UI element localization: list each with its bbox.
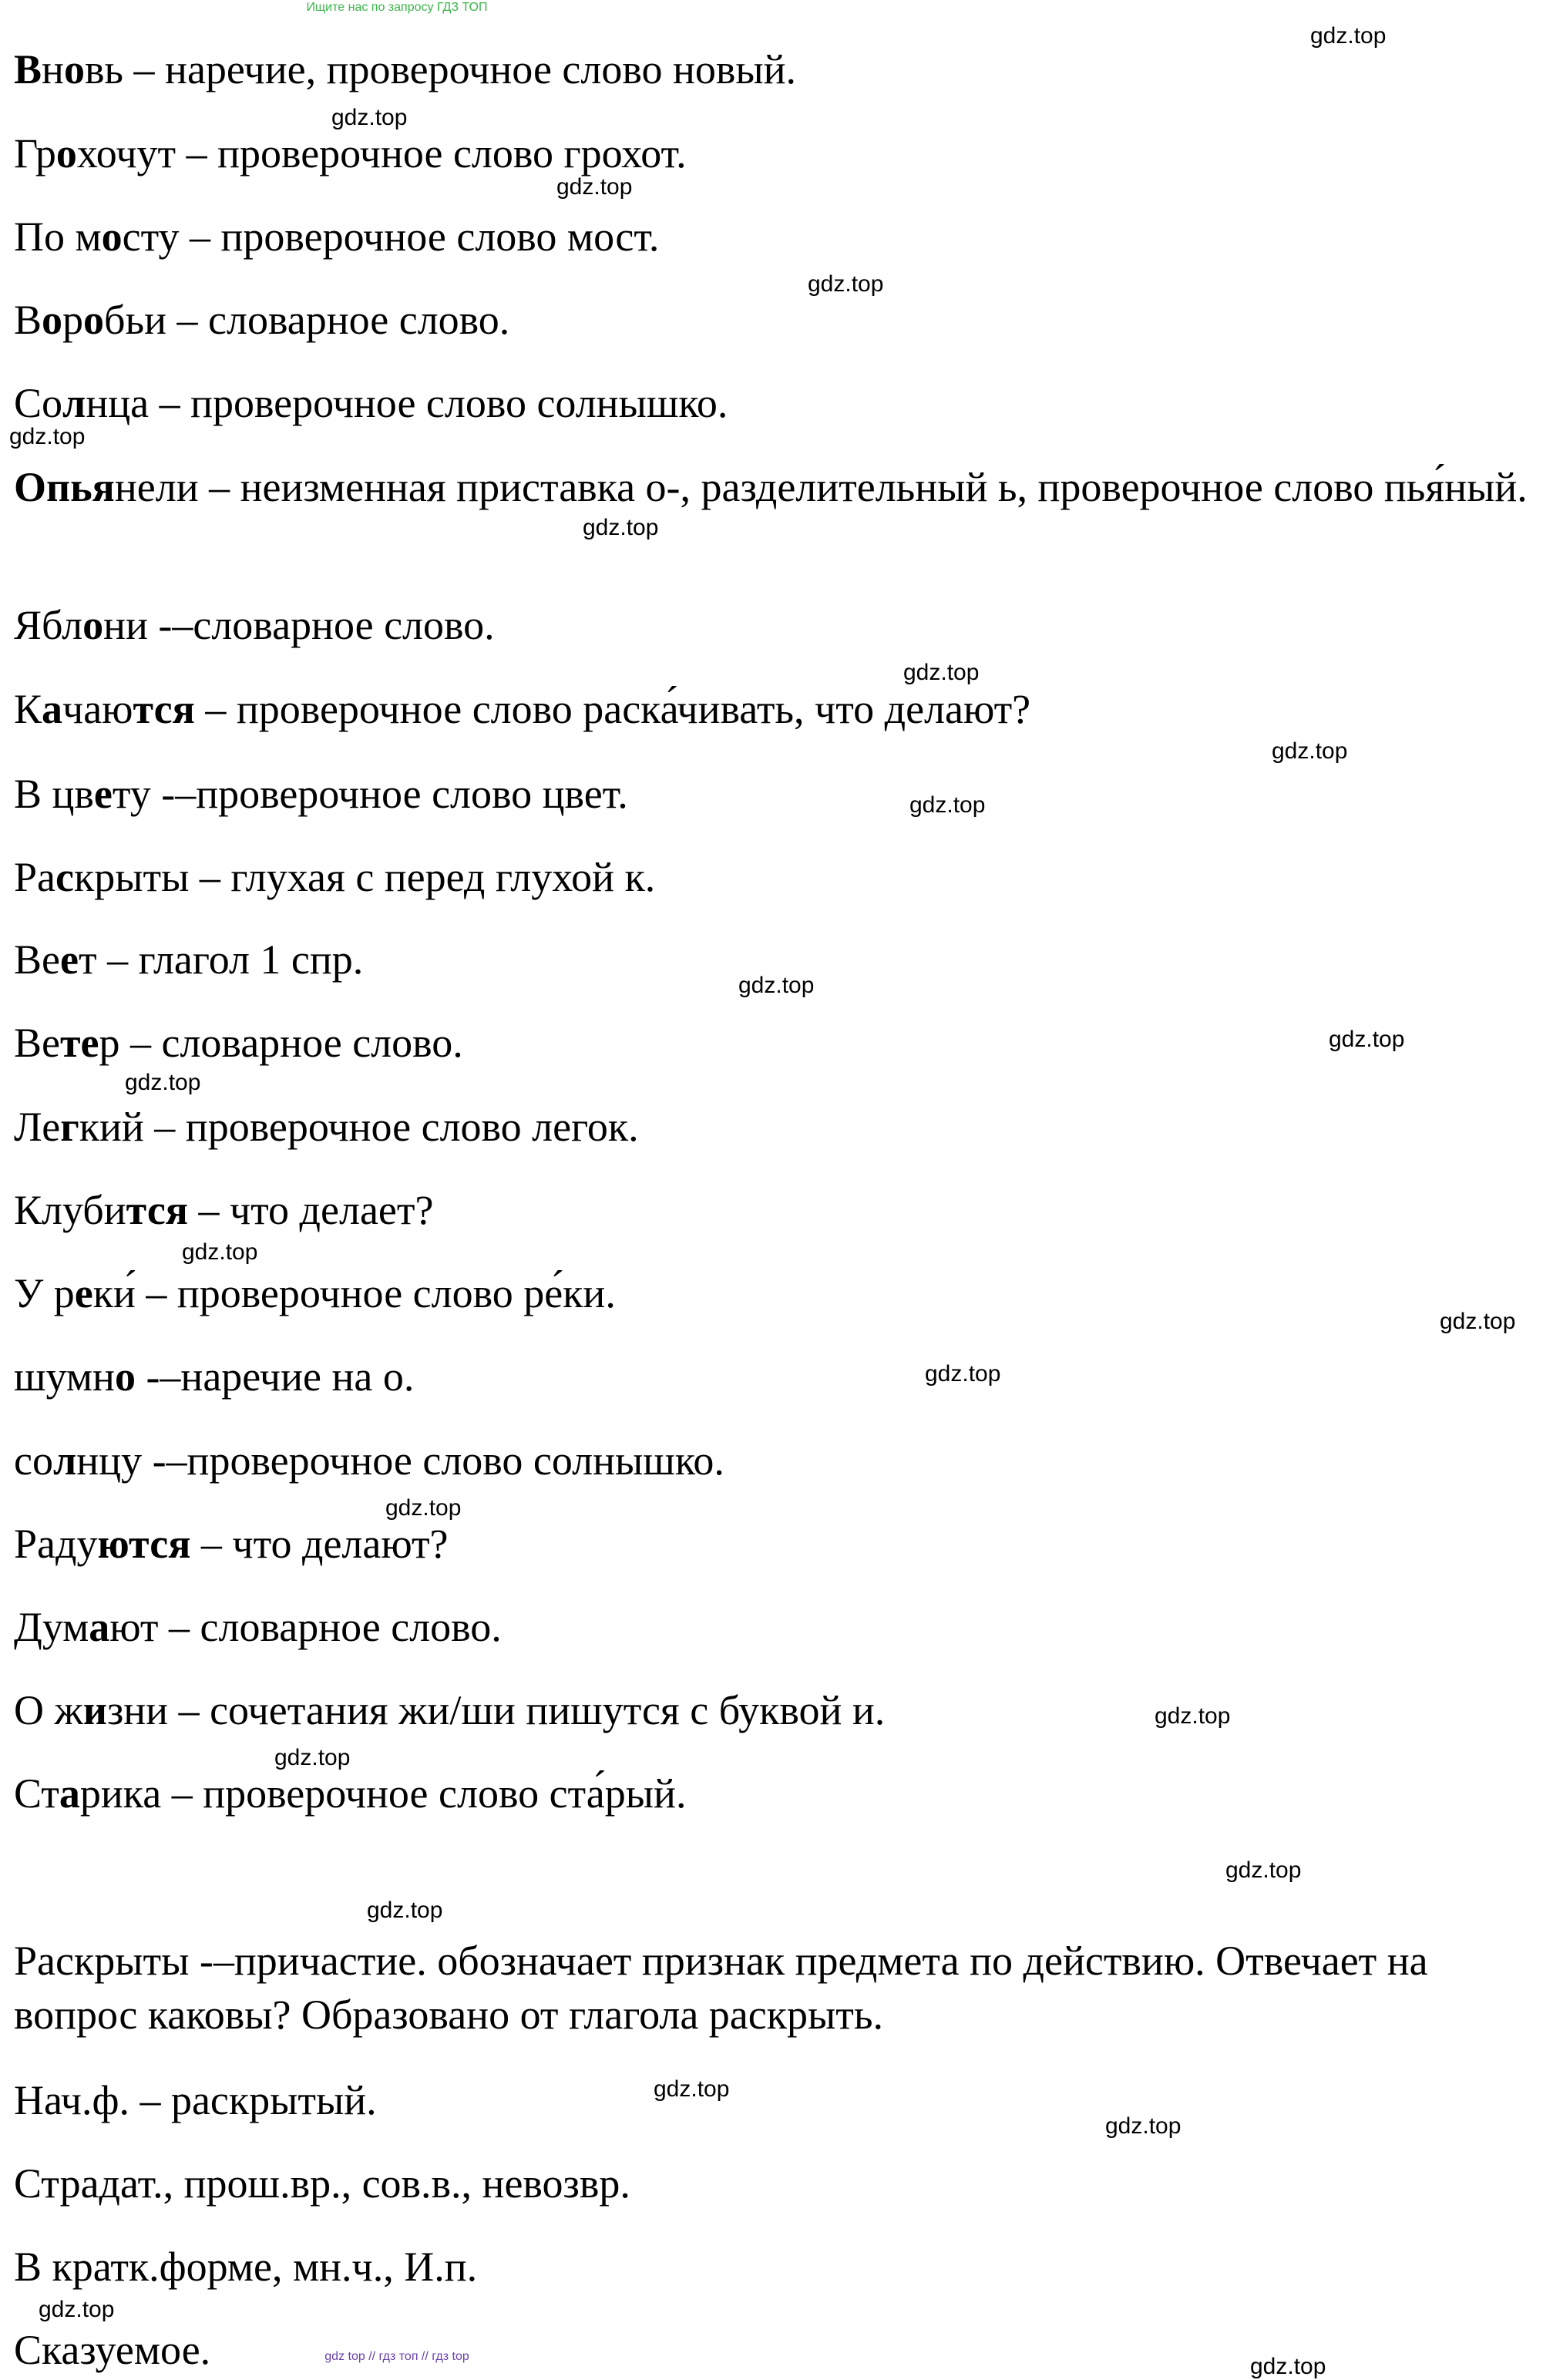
line-segment: ни -–словарное слово. bbox=[103, 602, 495, 648]
line-segment: – что делает? bbox=[188, 1187, 434, 1233]
line-segment: Ра bbox=[14, 854, 55, 900]
line-1 bbox=[14, 42, 1548, 96]
watermark: gdz.top bbox=[274, 1745, 351, 1770]
line-segment: Сказуемое. bbox=[14, 2327, 211, 2373]
line-segment: – что делают? bbox=[190, 1521, 449, 1567]
line-segment: По м bbox=[14, 213, 102, 260]
line-22 bbox=[14, 1934, 1532, 2042]
watermark: gdz.top bbox=[1155, 1703, 1231, 1729]
line-5 bbox=[14, 376, 1548, 430]
line-segment: Опья bbox=[14, 464, 115, 510]
watermark: gdz.top bbox=[385, 1495, 462, 1521]
line-segment: тся bbox=[129, 1521, 191, 1567]
line-segment: зни – сочетания жи/ши пишутся с буквой и. bbox=[106, 1687, 886, 1733]
line-segment: В цв bbox=[14, 771, 94, 817]
footer-links: gdz top // гдз топ // гдз top bbox=[324, 2350, 469, 2363]
line-segment: и bbox=[82, 1687, 107, 1733]
line-16 bbox=[14, 1350, 1548, 1403]
line-2 bbox=[14, 126, 1548, 180]
line-segment: Ябл bbox=[14, 602, 83, 648]
line-segment: Клуби bbox=[14, 1187, 126, 1233]
line-segment: рика – проверочное слово ста́рый. bbox=[79, 1770, 687, 1817]
line-20 bbox=[14, 1683, 1548, 1737]
line-segment: а bbox=[42, 686, 63, 732]
line-segment: л bbox=[62, 380, 86, 426]
watermark: gdz.top bbox=[654, 2076, 730, 2102]
line-4 bbox=[14, 293, 1548, 347]
line-segment: е bbox=[93, 771, 113, 817]
watermark: gdz.top bbox=[1250, 2354, 1326, 2379]
line-segment: вь – наречие, проверочное слово новый. bbox=[84, 46, 797, 92]
line-segment: Ве bbox=[14, 936, 60, 983]
line-segment: о bbox=[82, 602, 104, 648]
line-segment: о bbox=[42, 297, 63, 343]
line-9 bbox=[14, 767, 1548, 821]
line-segment: К bbox=[14, 686, 42, 732]
watermark: gdz.top bbox=[1440, 1309, 1516, 1334]
line-segment: л bbox=[52, 1437, 77, 1484]
line-segment: о bbox=[114, 1353, 136, 1400]
line-segment: те bbox=[60, 1020, 99, 1066]
watermark: gdz.top bbox=[1272, 738, 1348, 764]
line-segment: е bbox=[60, 936, 79, 983]
line-segment: шумн bbox=[14, 1353, 115, 1400]
line-segment: т – глагол 1 спр. bbox=[78, 936, 364, 983]
watermark: gdz.top bbox=[808, 271, 884, 297]
line-segment: р – словарное слово. bbox=[99, 1020, 463, 1066]
line-segment: Со bbox=[14, 380, 63, 426]
watermark: gdz.top bbox=[1329, 1027, 1405, 1052]
top-banner: Ищите нас по запросу ГДЗ ТОП bbox=[306, 1, 488, 14]
line-segment: Нач.ф. – раскрытый. bbox=[14, 2077, 377, 2123]
line-25 bbox=[14, 2240, 1548, 2294]
line-segment: а bbox=[59, 1770, 80, 1817]
line-segment: о bbox=[101, 213, 123, 260]
line-segment: нели – неизменная приставка о-, разделительный ь, проверочное слово пья́ный. bbox=[114, 464, 1528, 510]
line-segment: нцу -–проверочное слово солнышко. bbox=[76, 1437, 724, 1484]
line-14 bbox=[14, 1183, 1548, 1237]
watermark: gdz.top bbox=[583, 515, 659, 540]
line-segment: Страдат., прош.вр., сов.в., невозвр. bbox=[14, 2160, 630, 2207]
line-segment: ки́ – проверочное слово ре́ки. bbox=[92, 1270, 616, 1316]
line-segment: е bbox=[74, 1270, 93, 1316]
line-segment: бьи – словарное слово. bbox=[104, 297, 510, 343]
watermark: gdz.top bbox=[331, 105, 408, 130]
line-segment: Дум bbox=[14, 1604, 89, 1650]
watermark: gdz.top bbox=[125, 1070, 201, 1095]
line-segment: Ле bbox=[14, 1104, 61, 1150]
watermark: gdz.top bbox=[738, 973, 815, 998]
line-13 bbox=[14, 1100, 1548, 1154]
line-segment: Гр bbox=[14, 130, 56, 176]
line-3 bbox=[14, 210, 1548, 264]
line-segment: с bbox=[55, 854, 74, 900]
line-segment: ту -–проверочное слово цвет. bbox=[112, 771, 628, 817]
line-segment: Раскрыты -–причастие. обозначает признак предмета по действию. Отвечает на вопрос каковы? Образовано от глагола раскрыть. bbox=[14, 1938, 1428, 2038]
line-segment: н bbox=[42, 46, 64, 92]
line-6 bbox=[14, 460, 1532, 514]
line-7 bbox=[14, 598, 1548, 652]
line-segment: ют – словарное слово. bbox=[109, 1604, 502, 1650]
line-segment: В bbox=[14, 297, 42, 343]
watermark: gdz.top bbox=[182, 1239, 258, 1265]
line-12 bbox=[14, 1016, 1548, 1070]
watermark: gdz.top bbox=[909, 792, 986, 818]
watermark: gdz.top bbox=[1225, 1857, 1302, 1883]
line-segment: У р bbox=[14, 1270, 75, 1316]
watermark: gdz.top bbox=[9, 424, 86, 449]
line-segment: сту – проверочное слово мост. bbox=[122, 213, 660, 260]
line-segment: Раду bbox=[14, 1521, 98, 1567]
line-segment: чаю bbox=[62, 686, 133, 732]
line-segment: крыты – глухая с перед глухой к. bbox=[73, 854, 656, 900]
line-segment: В кратк.форме, мн.ч., И.п. bbox=[14, 2244, 478, 2290]
watermark: gdz.top bbox=[1310, 23, 1387, 49]
line-segment: хочут – проверочное слово грохот. bbox=[76, 130, 687, 176]
line-segment: тся bbox=[133, 686, 195, 732]
line-18 bbox=[14, 1517, 1548, 1571]
line-segment: нца – проверочное слово солнышко. bbox=[86, 380, 728, 426]
line-8 bbox=[14, 682, 1548, 736]
line-segment: Ве bbox=[14, 1020, 60, 1066]
watermark: gdz.top bbox=[925, 1361, 1001, 1387]
line-segment: тся bbox=[126, 1187, 189, 1233]
watermark: gdz.top bbox=[367, 1898, 443, 1923]
watermark: gdz.top bbox=[1105, 2113, 1182, 2139]
line-segment: -–наречие на о. bbox=[135, 1353, 415, 1400]
line-segment: Ст bbox=[14, 1770, 59, 1817]
line-23 bbox=[14, 2073, 1548, 2127]
line-segment: О ж bbox=[14, 1687, 83, 1733]
line-segment: В bbox=[14, 46, 42, 92]
line-17 bbox=[14, 1434, 1548, 1488]
line-segment: ю bbox=[97, 1521, 129, 1567]
line-segment: о bbox=[83, 297, 105, 343]
watermark: gdz.top bbox=[39, 2297, 115, 2322]
line-segment: г bbox=[60, 1104, 79, 1150]
line-segment: – проверочное слово раска́чивать, что делают? bbox=[194, 686, 1031, 732]
line-segment: р bbox=[62, 297, 84, 343]
line-segment: а bbox=[89, 1604, 110, 1650]
line-21 bbox=[14, 1767, 1548, 1820]
line-19 bbox=[14, 1600, 1548, 1654]
line-segment: о bbox=[55, 130, 77, 176]
line-24 bbox=[14, 2156, 1548, 2210]
line-15 bbox=[14, 1266, 1548, 1320]
watermark: gdz.top bbox=[556, 174, 633, 200]
line-10 bbox=[14, 850, 1548, 904]
line-segment: со bbox=[14, 1437, 53, 1484]
line-segment: кий – проверочное слово легок. bbox=[79, 1104, 639, 1150]
watermark: gdz.top bbox=[903, 660, 980, 685]
line-segment: о bbox=[63, 46, 85, 92]
